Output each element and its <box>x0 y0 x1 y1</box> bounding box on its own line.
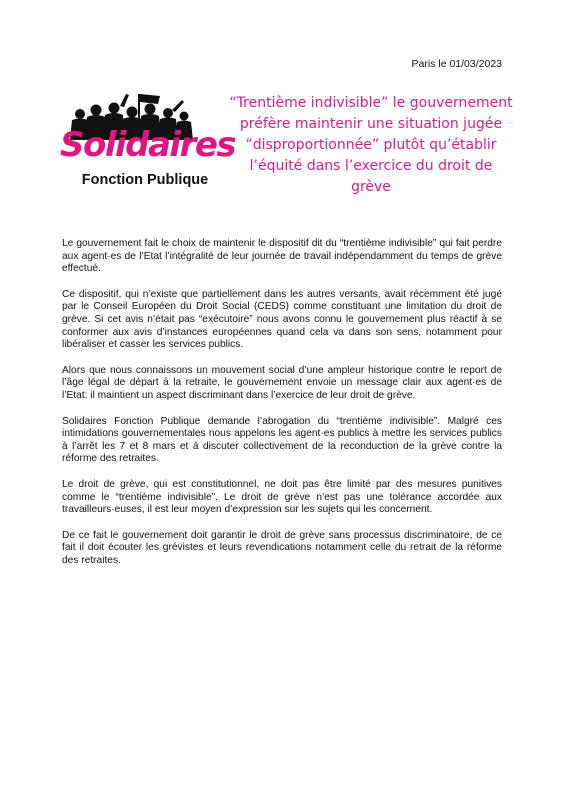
body-text <box>62 238 502 580</box>
paragraph: Le droit de grève, qui est constitutionnel, ne doit pas être limité par des mesures punitives comme le “trentième indivisible”. Le droit de grève n’est pas une tolérance accordée aux travailleurs·euses, il est leur moyen d’expression sur les sujets qui les concernent. <box>62 478 502 516</box>
solidaires-logo <box>60 92 236 200</box>
paragraph: Solidaires Fonction Publique demande l’abrogation du “trentième indivisible”. Malgré ces intimidations gouvernementales nous appelons les agent·es publics à mettre les services publics à l’arrêt les 7 et 8 mars et à discuter collectivement de la reconduction de la grève contre la réforme des retraites. <box>62 415 502 465</box>
document-date: Paris le 01/03/2023 <box>411 58 502 70</box>
paragraph: Ce dispositif, qui n’existe que partiellement dans les autres versants, avait récemment été jugé par le Conseil Européen du Droit Social (CEDS) comme constituant une limitation du droit de grève. Si cet avis n’était pas “exécutoire” nous avons connu le gouvernement plus réactif à se conformer aux avis d’instances européennes quand cela va dans son sens, notamment pour libéraliser et casser les services publics. <box>62 288 502 351</box>
headline: “Trentième indivisible” le gouvernement préfère maintenir une situation jugée “disproportionnée” plutôt qu’établir l’équité dans l’exercice du droit de grève <box>229 95 513 196</box>
paragraph: De ce fait le gouvernement doit garantir le droit de grève sans processus discriminatoire, de ce fait il doit écouter les grévistes et leurs revendications notamment celle du retrait de la réforme des retraites. <box>62 529 502 566</box>
logo-subtitle: Fonction Publique <box>81 172 209 188</box>
paragraph: Alors que nous connaissons un mouvement social d’une ampleur historique contre le report de l’âge légal de départ à la retraite, le gouvernement envoie un message clair aux agent·es de l’Etat: il maintient un aspect discriminant dans l’exercice de leur droit de grève. <box>62 364 502 401</box>
logo-wordmark: Solidaires <box>60 125 236 165</box>
paragraph: Le gouvernement fait le choix de maintenir le dispositif dit du “trentième indivisible” qui fait perdre aux agent·es de l’Etat l’intégralité de leur journée de travail indépendamment du temps de grève effectué. <box>62 238 502 275</box>
